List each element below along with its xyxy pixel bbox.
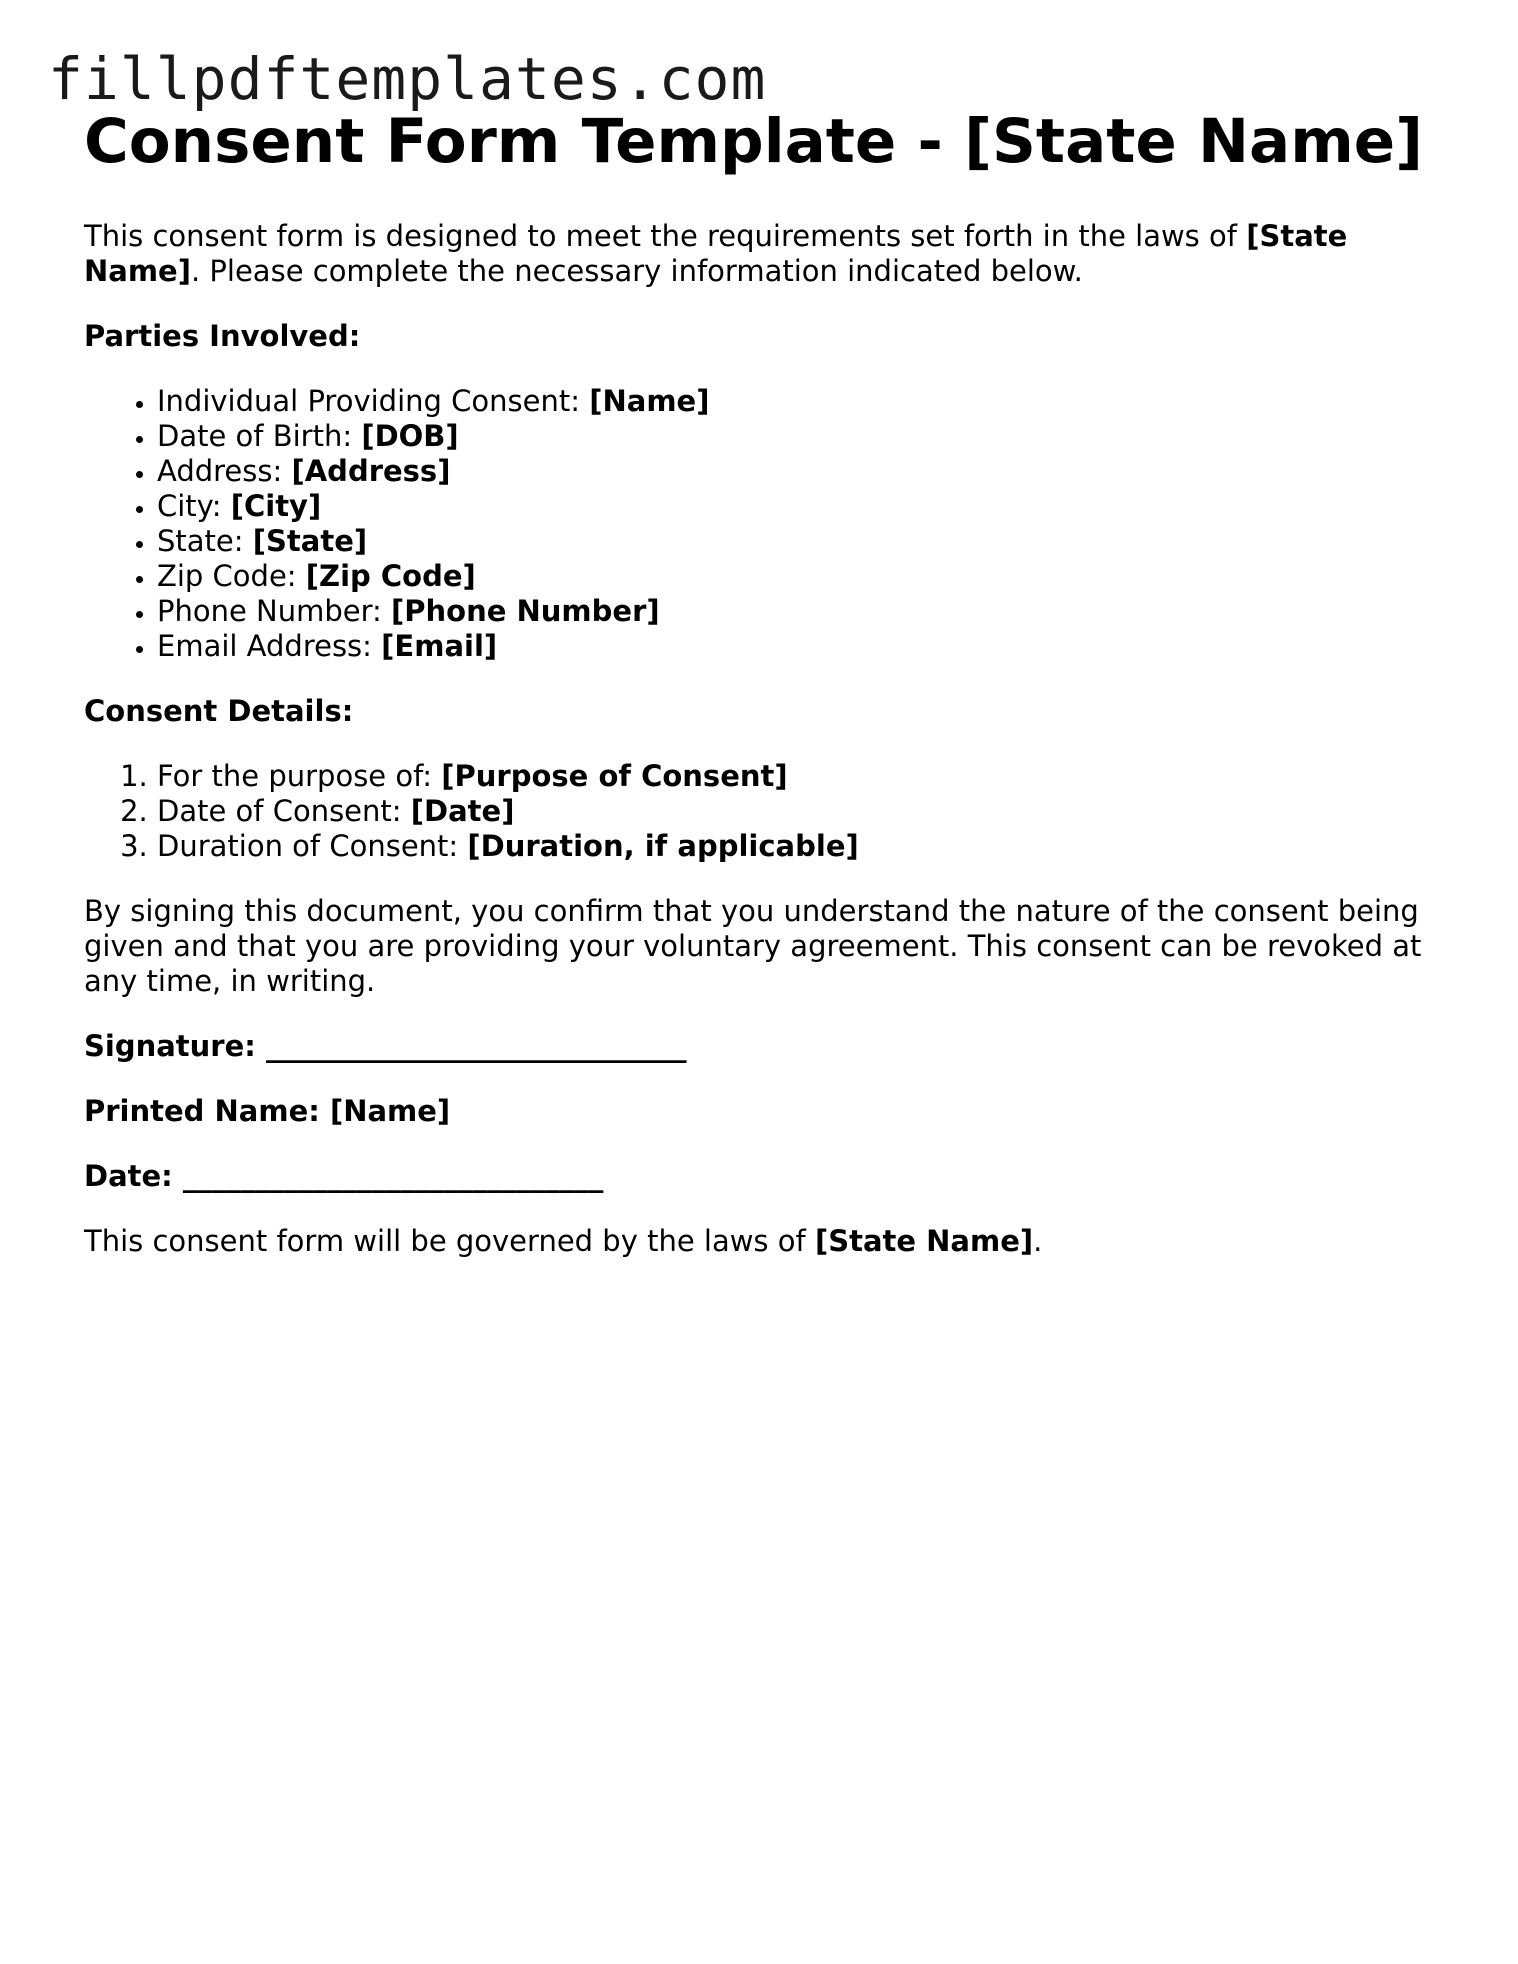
party-value: [Phone Number]	[391, 594, 660, 628]
party-value: [Email]	[381, 629, 498, 663]
party-label: State:	[157, 524, 253, 558]
list-item	[157, 759, 1434, 794]
parties-list	[84, 384, 1434, 664]
detail-label: Date of Consent:	[157, 794, 411, 828]
list-item	[157, 489, 1434, 524]
agreement-paragraph: By signing this document, you confirm that you understand the nature of the consent being given and that you are providing your voluntary agreement. This consent can be revoked at any time, in writing.	[84, 894, 1422, 998]
date-field	[84, 1159, 1434, 1194]
party-label: Individual Providing Consent:	[157, 384, 590, 418]
party-label: City:	[157, 489, 231, 523]
consent-details-heading: Consent Details:	[84, 694, 354, 728]
list-item	[157, 594, 1434, 629]
printed-name-label: Printed Name:	[84, 1094, 330, 1128]
party-label: Phone Number:	[157, 594, 392, 628]
date-line: _____________________________	[182, 1159, 604, 1193]
governing-state-placeholder: [State Name]	[814, 1224, 1034, 1258]
list-item	[157, 524, 1434, 559]
party-label: Date of Birth:	[157, 419, 362, 453]
party-label: Zip Code:	[157, 559, 306, 593]
detail-value: [Duration, if applicable]	[467, 829, 859, 863]
printed-name-value: [Name]	[329, 1094, 451, 1128]
party-value: [State]	[252, 524, 368, 558]
party-value: [DOB]	[361, 419, 459, 453]
signature-label: Signature:	[84, 1029, 266, 1063]
party-value: [Name]	[589, 384, 710, 418]
intro-rest: . Please complete the necessary information indicated below.	[190, 254, 1083, 288]
page-title: Consent Form Template - [State Name]	[84, 106, 1424, 177]
list-item	[157, 559, 1434, 594]
printed-name-field	[84, 1094, 1434, 1129]
list-item	[157, 829, 1434, 864]
detail-label: Duration of Consent:	[157, 829, 468, 863]
watermark: fillpdftemplates.com	[48, 45, 767, 113]
governing-text: This consent form will be governed by the laws of	[84, 1224, 815, 1258]
intro-state-placeholder: [State Name]	[84, 219, 1348, 288]
date-label: Date:	[84, 1159, 183, 1193]
document-page	[84, 102, 1434, 1259]
signature-line: _____________________________	[265, 1029, 687, 1063]
list-item	[157, 629, 1434, 664]
intro-paragraph	[84, 219, 1434, 289]
detail-value: [Purpose of Consent]	[441, 759, 788, 793]
party-value: [Address]	[291, 454, 451, 488]
list-item	[157, 419, 1434, 454]
parties-heading: Parties Involved:	[84, 319, 361, 353]
detail-value: [Date]	[410, 794, 515, 828]
governing-end: .	[1033, 1224, 1043, 1258]
party-label: Email Address:	[157, 629, 382, 663]
party-value: [Zip Code]	[305, 559, 476, 593]
list-item	[157, 794, 1434, 829]
consent-details-list	[84, 759, 1434, 864]
party-label: Address:	[157, 454, 292, 488]
intro-text: This consent form is designed to meet the requirements set forth in the laws of	[84, 219, 1247, 253]
signature-field	[84, 1029, 1434, 1064]
list-item	[157, 454, 1434, 489]
party-value: [City]	[230, 489, 322, 523]
detail-label: For the purpose of:	[157, 759, 442, 793]
governing-paragraph	[84, 1224, 1434, 1259]
list-item	[157, 384, 1434, 419]
